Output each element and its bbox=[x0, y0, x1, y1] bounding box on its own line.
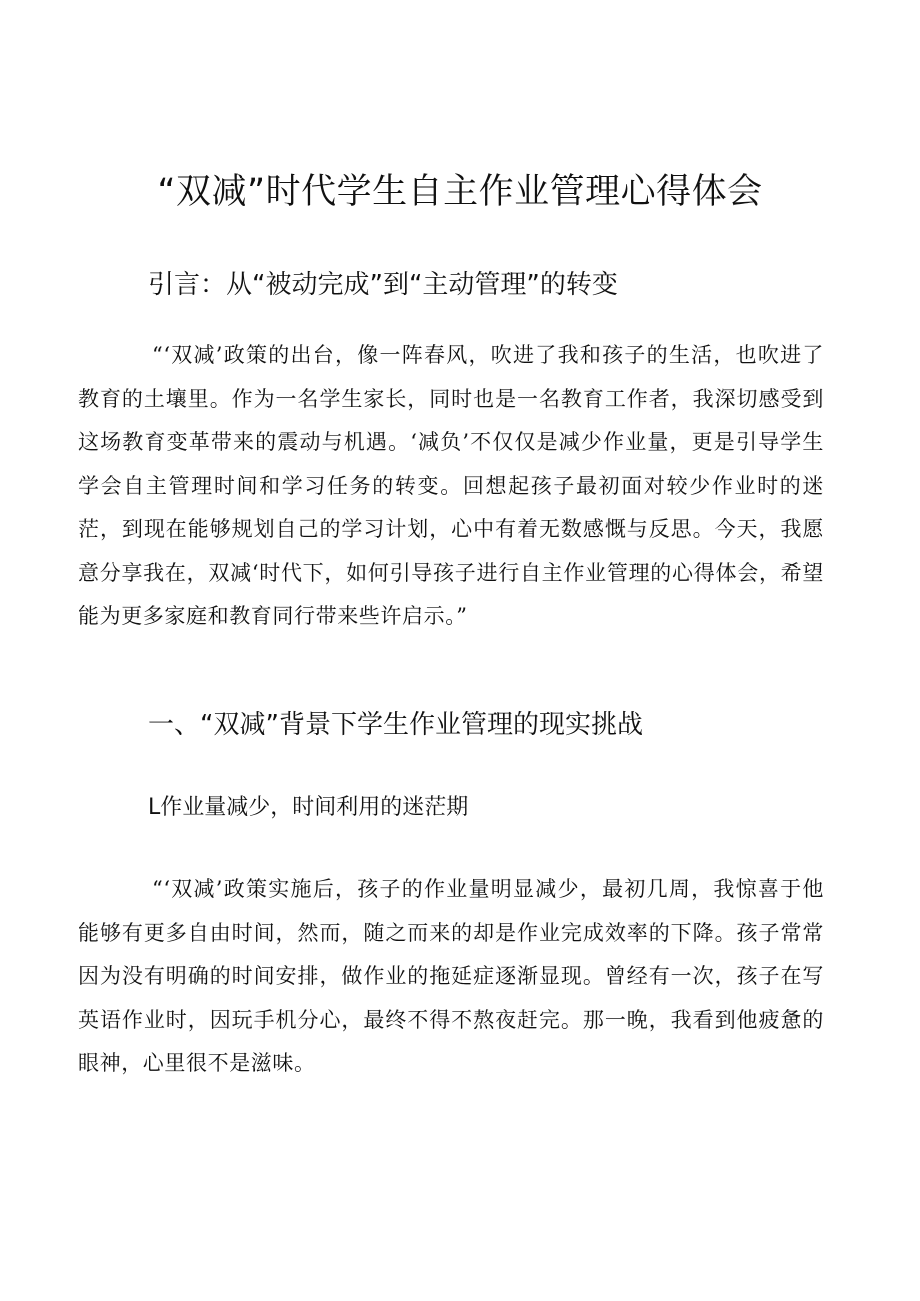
intro-heading: 引言：从“被动完成”到“主动管理”的转变 bbox=[148, 270, 618, 300]
subsection-1-paragraph: “‘双减’政策实施后，孩子的作业量明显减少，最初几周，我惊喜于他能够有更多自由时间，然而，随之而来的却是作业完成效率的下降。孩子常常因为没有明确的时间安排，做作业的拖延症逐渐显现。曾经有一次，孩子在写英语作业时，因玩手机分心，最终不得不熬夜赶完。那一晚，我看到他疲惫的眼神，心里很不是滋味。 bbox=[78, 877, 824, 1075]
document-title: “双减”时代学生自主作业管理心得体会 bbox=[157, 172, 763, 212]
intro-paragraph: “‘双减’政策的出台，像一阵春风，吹进了我和孩子的生活，也吹进了教育的土壤里。作为一名学生家长，同时也是一名教育工作者，我深切感受到这场教育变革带来的震动与机遇。‘减负’不仅仅是减少作业量，更是引导学生学会自主管理时间和学习任务的转变。回想起孩子最初面对较少作业时的迷茫，到现在能够规划自己的学习计划，心中有着无数感慨与反思。今天，我愿意分享我在，双减‘时代下，如何引导孩子进行自主作业管理的心得体会，希望能为更多家庭和教育同行带来些许启示。” bbox=[78, 343, 824, 628]
subsection-1-heading: L作业量减少，时间利用的迷茫期 bbox=[148, 795, 469, 820]
section-1-heading: 一、“双减”背景下学生作业管理的现实挑战 bbox=[148, 710, 643, 740]
